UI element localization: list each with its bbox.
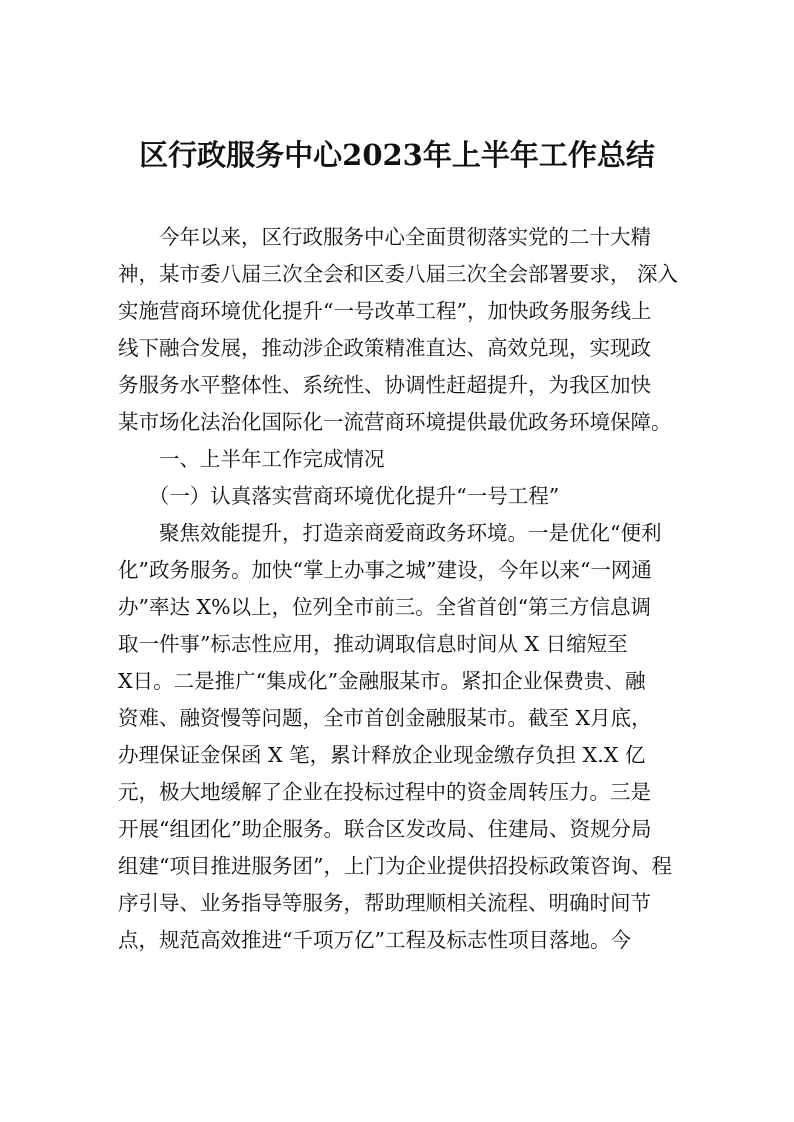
body-line: 某市场化法治化国际化一流营商环境提供最优政务环境保障。: [118, 410, 672, 434]
body-line: 神，某市委八届三次全会和区委八届三次全会部署要求， 深入: [118, 262, 679, 286]
body-line: 开展“组团化”助企服务。联合区发改局、住建局、资规分局: [118, 817, 652, 841]
body-line: 今年以来，区行政服务中心全面贯彻落实党的二十大精: [118, 225, 651, 249]
body-line: 序引导、业务指导等服务，帮助理顺相关流程、明确时间节: [118, 891, 651, 915]
body-line: 取一件事”标志性应用，推动调取信息时间从 X 日缩短至: [118, 632, 628, 656]
body-line: 办理保证金保函 X 笔，累计释放企业现金缴存负担 X.X 亿: [118, 743, 646, 767]
body-line: 实施营商环境优化提升“一号改革工程”，加快政务服务线上: [118, 299, 652, 323]
section-heading: 一、上半年工作完成情况: [118, 447, 385, 471]
body-line: 务服务水平整体性、系统性、协调性赶超提升，为我区加快: [118, 373, 651, 397]
body-line: X日。二是推广“集成化”金融服某市。紧扣企业保费贵、融: [118, 669, 646, 693]
body-line: 线下融合发展，推动涉企政策精准直达、高效兑现，实现政: [118, 336, 651, 360]
body-line: 资难、融资慢等问题，全市首创金融服某市。截至 X月底，: [118, 706, 652, 730]
body-line: 点，规范高效推进“千项万亿”工程及标志性项目落地。今: [118, 928, 631, 952]
body-line: 化”政务服务。加快“掌上办事之城”建设，今年以来“一网通: [118, 558, 652, 582]
subsection-heading: （一）认真落实营商环境优化提升“一号工程”: [118, 484, 560, 508]
page-title: 区行政服务中心2023年上半年工作总结: [139, 138, 655, 172]
body-line: 组建“项目推进服务团”，上门为企业提供招投标政策咨询、程: [118, 854, 672, 878]
body-line: 元，极大地缓解了企业在投标过程中的资金周转压力。三是: [118, 780, 651, 804]
body-line: 聚焦效能提升，打造亲商爱商政务环境。一是优化“便利: [118, 521, 662, 545]
body-line: 办”率达 X%以上，位列全市前三。全省首创“第三方信息调: [118, 595, 652, 619]
